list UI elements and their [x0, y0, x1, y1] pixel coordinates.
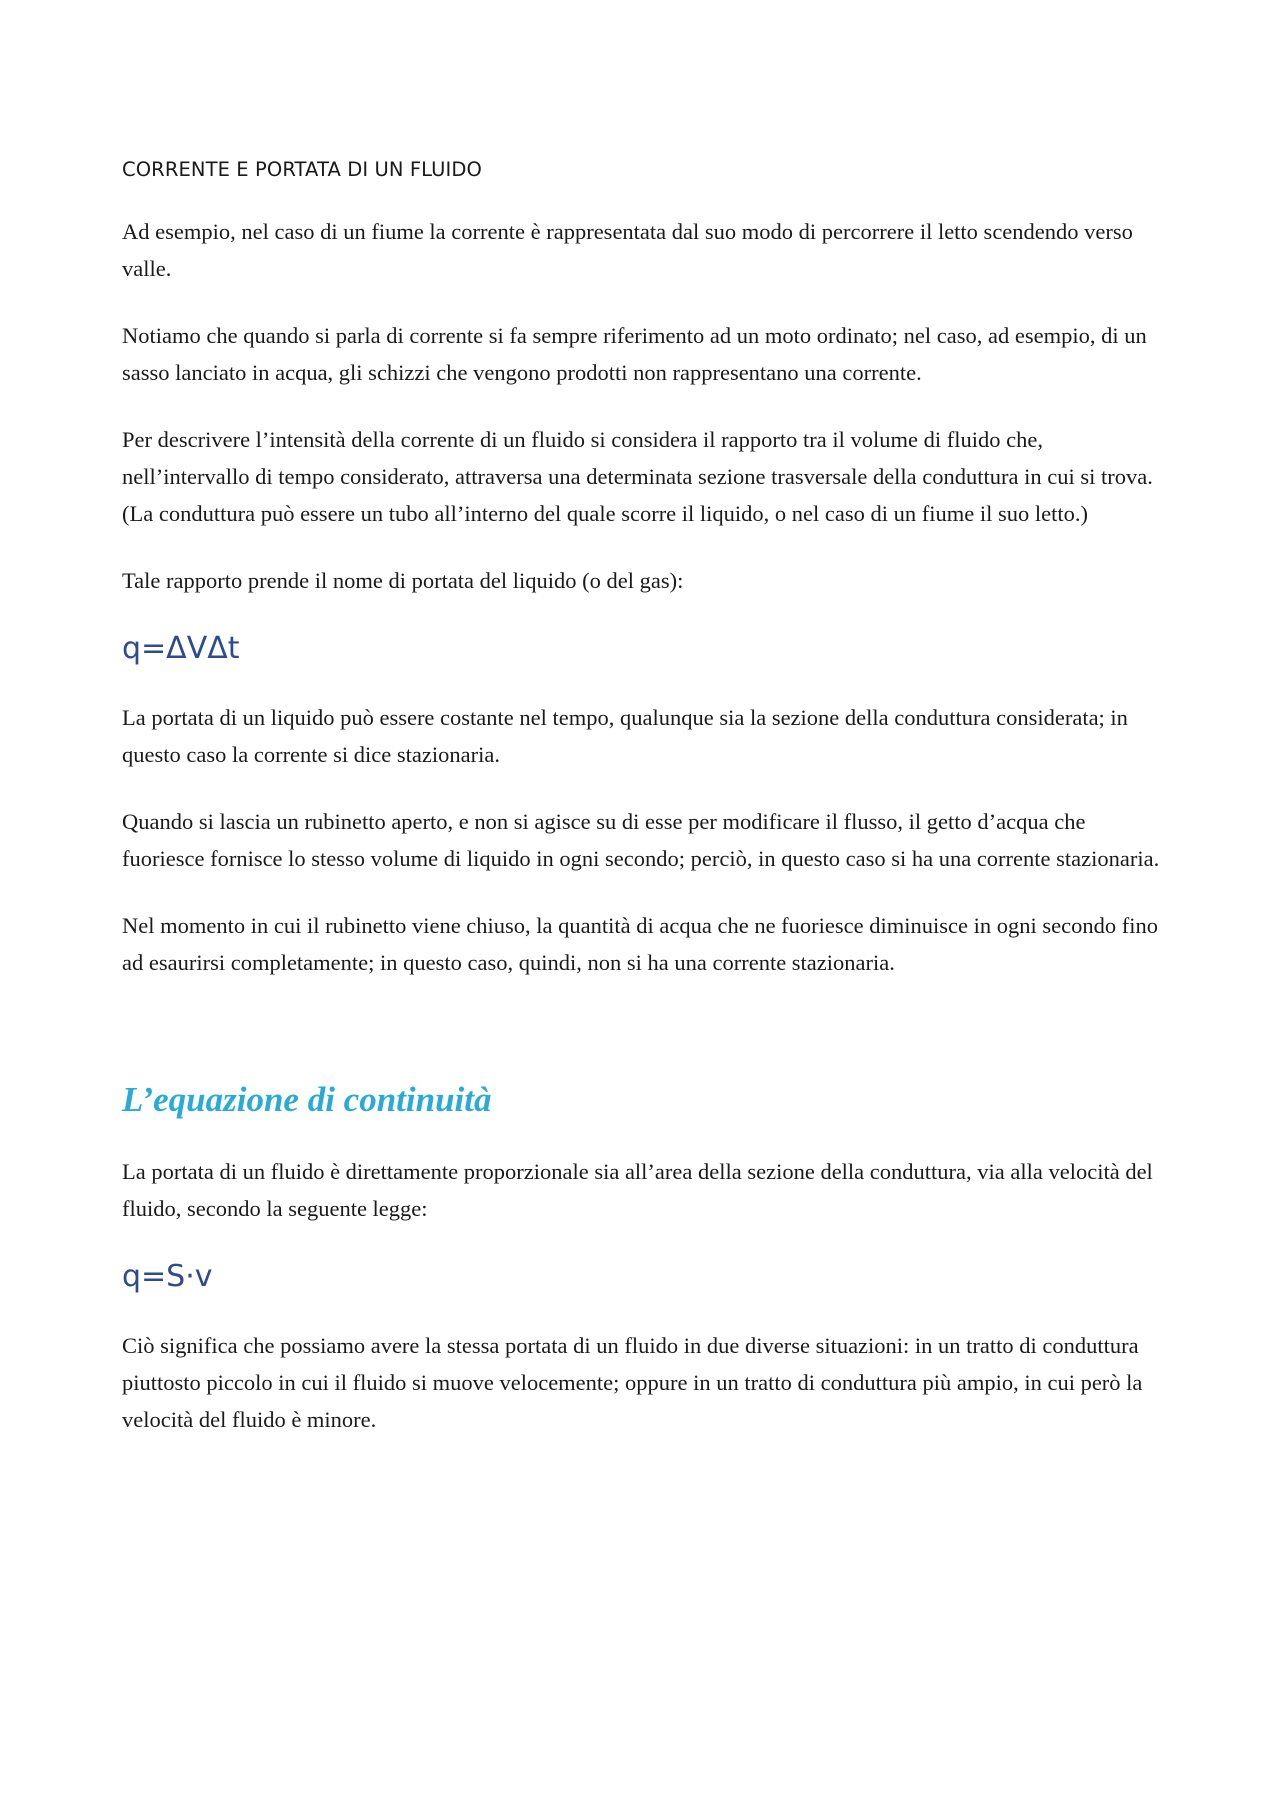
- section-heading-continuity: L’equazione di continuità: [122, 1080, 492, 1119]
- document-body: [122, 157, 1172, 1468]
- formula-continuity: q=S·v: [122, 1259, 213, 1294]
- paragraph-stationary-flow: La portata di un liquido può essere costante nel tempo, qualunque sia la sezione della conduttura considerata; in questo caso la corrente si dice stazionaria.: [122, 705, 1128, 767]
- paragraph-intensity-definition: Per descrivere l’intensità della corrente di un fluido si considera il rapporto tra il volume di fluido che, nell’intervallo di tempo considerato, attraversa una determinata sezione trasversale della conduttura in cui si trova. (La conduttura può essere un tubo all’interno del quale scorre il liquido, o nel caso di un fiume il suo letto.): [122, 427, 1153, 526]
- paragraph-same-flow-rate: Ciò significa che possiamo avere la stessa portata di un fluido in due diverse situazioni: in un tratto di conduttura piuttosto piccolo in cui il fluido si muove velocemente; oppure in un tratto di conduttura più ampio, in cui però la velocità del fluido è minore.: [122, 1333, 1143, 1432]
- paragraph-river-example: Ad esempio, nel caso di un fiume la corrente è rappresentata dal suo modo di percorrere il letto scendendo verso valle.: [122, 219, 1133, 281]
- formula-flow-rate: q=ΔVΔt: [122, 631, 240, 666]
- document-title: CORRENTE E PORTATA DI UN FLUIDO: [122, 158, 482, 181]
- paragraph-open-tap: Quando si lascia un rubinetto aperto, e non si agisce su di esse per modificare il flusso, il getto d’acqua che fuoriesce fornisce lo stesso volume di liquido in ogni secondo; perciò, in questo caso si ha una corrente stazionaria.: [122, 809, 1160, 871]
- paragraph-proportionality: La portata di un fluido è direttamente proporzionale sia all’area della sezione della conduttura, via alla velocità del fluido, secondo la seguente legge:: [122, 1159, 1153, 1221]
- paragraph-flow-rate-name: Tale rapporto prende il nome di portata del liquido (o del gas):: [122, 568, 684, 593]
- paragraph-closed-tap: Nel momento in cui il rubinetto viene chiuso, la quantità di acqua che ne fuoriesce diminuisce in ogni secondo fino ad esaurirsi completamente; in questo caso, quindi, non si ha una corrente stazionaria.: [122, 913, 1158, 975]
- paragraph-ordered-motion: Notiamo che quando si parla di corrente si fa sempre riferimento ad un moto ordinato; nel caso, ad esempio, di un sasso lanciato in acqua, gli schizzi che vengono prodotti non rappresentano una corrente.: [122, 323, 1147, 385]
